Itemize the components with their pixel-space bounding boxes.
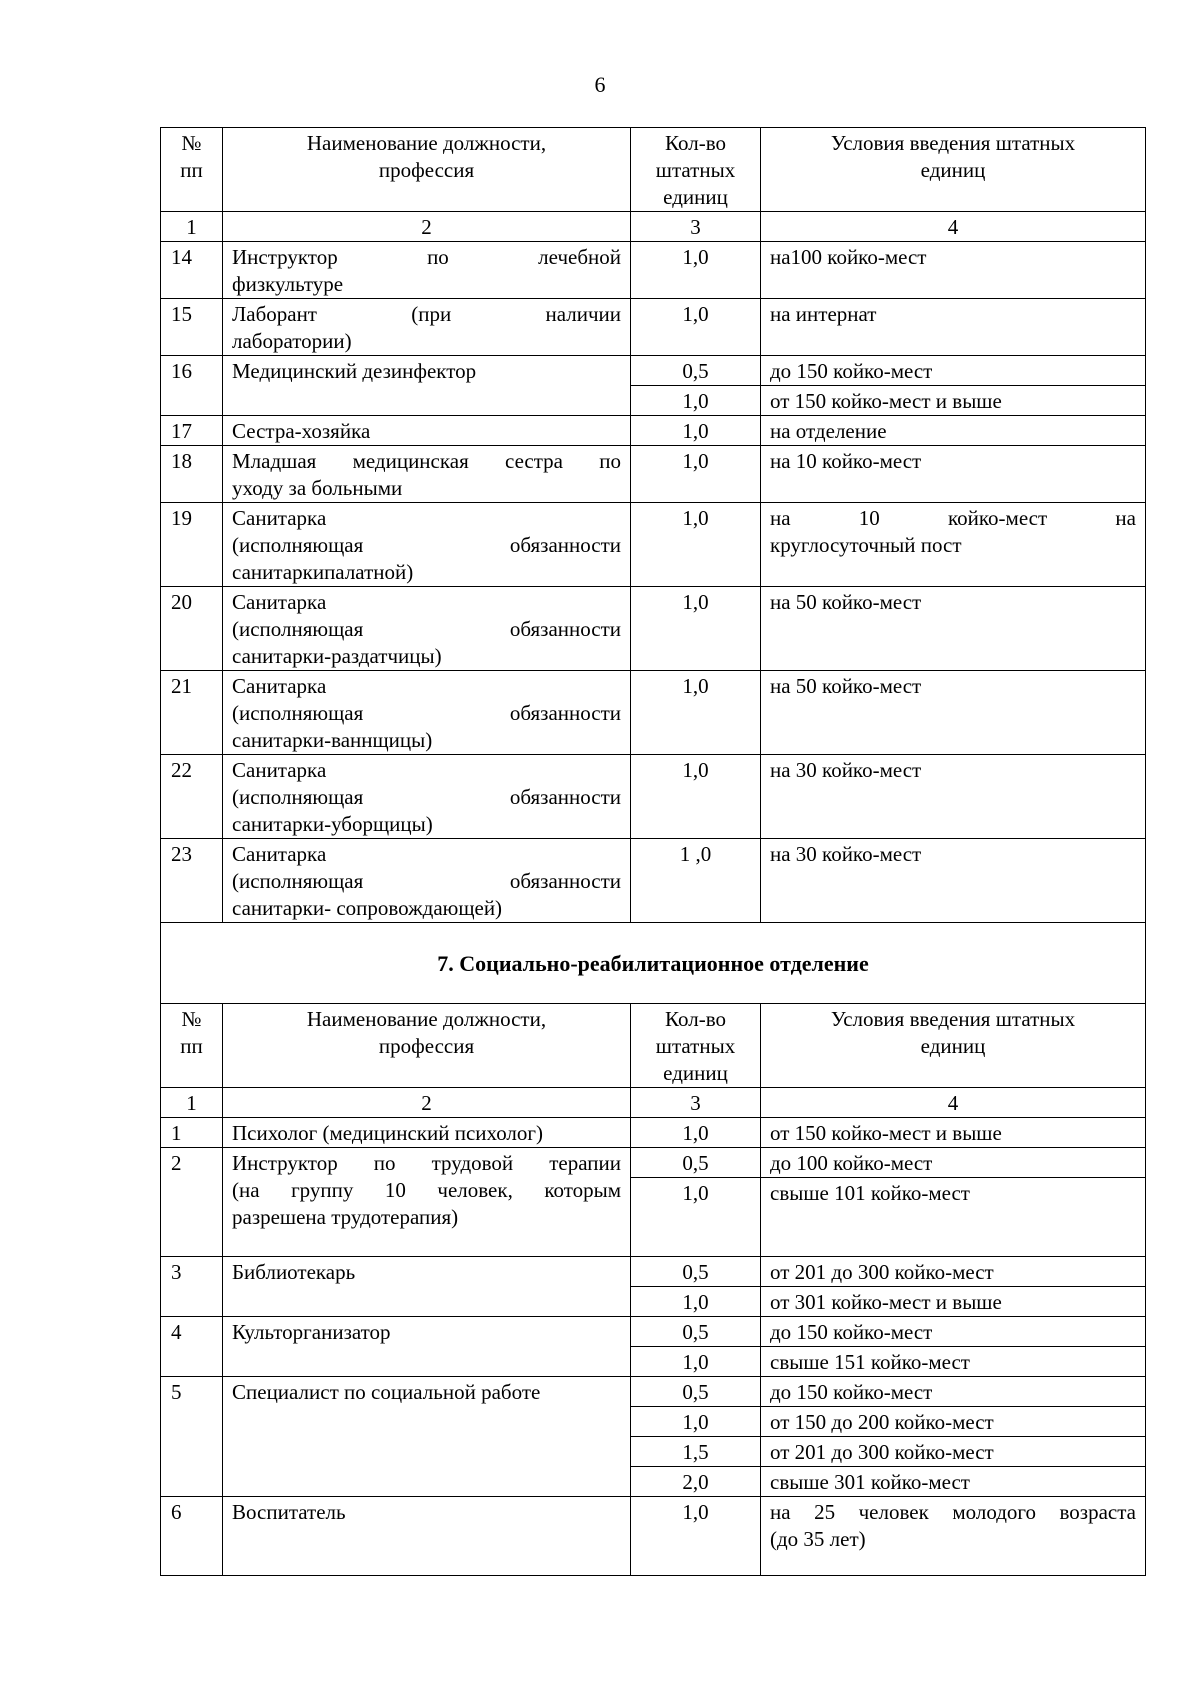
header-conditions-cell-line: Условия введения штатных xyxy=(830,1007,1076,1031)
position-title-cell xyxy=(223,1317,631,1377)
row-number-cell: 3 xyxy=(161,1257,223,1317)
table-row xyxy=(161,1497,1146,1576)
conditions-cell: на отделение xyxy=(761,416,1146,446)
row-number-cell: 18 xyxy=(161,446,223,503)
staff-quantity-cell: 1,0 xyxy=(631,755,761,839)
conditions-cell: свыше 301 койко-мест xyxy=(761,1467,1146,1497)
header-conditions-cell-line: единиц xyxy=(920,158,986,182)
header-conditions-cell xyxy=(761,1004,1146,1088)
conditions-cell: на 50 койко-мест xyxy=(761,587,1146,671)
table-row xyxy=(161,587,1146,671)
conditions-cell: до 100 койко-мест xyxy=(761,1148,1146,1178)
header-number-cell-line: № xyxy=(181,131,202,155)
conditions-cell: от 301 койко-мест и выше xyxy=(761,1287,1146,1317)
position-title-cell xyxy=(223,356,631,416)
staff-quantity-cell: 1,0 xyxy=(631,671,761,755)
table-row xyxy=(161,446,1146,503)
conditions-cell xyxy=(761,1497,1146,1576)
header-number-cell-line: пп xyxy=(180,1034,203,1058)
position-title-cell xyxy=(223,671,631,755)
staff-quantity-cell: 2,0 xyxy=(631,1467,761,1497)
row-number-cell: 1 xyxy=(161,1118,223,1148)
table-row xyxy=(161,503,1146,587)
header-number-cell xyxy=(161,1004,223,1088)
row-number-cell: 19 xyxy=(161,503,223,587)
position-title-line: санитарки-уборщицы) xyxy=(232,812,433,836)
row-number-cell: 23 xyxy=(161,839,223,923)
conditions-cell: от 201 до 300 койко-мест xyxy=(761,1257,1146,1287)
staff-quantity-cell: 1,0 xyxy=(631,446,761,503)
section7-header-row xyxy=(161,1004,1146,1088)
position-title-line: санитарки- сопровождающей) xyxy=(232,896,503,920)
conditions-cell: на 30 койко-мест xyxy=(761,839,1146,923)
position-title-cell xyxy=(223,242,631,299)
header-quantity-cell xyxy=(631,128,761,212)
header-conditions-cell-line: Условия введения штатных xyxy=(830,131,1076,155)
staff-quantity-cell: 1,0 xyxy=(631,1347,761,1377)
header-number-cell xyxy=(161,128,223,212)
header-quantity-cell-line: единиц xyxy=(663,1061,728,1085)
staff-quantity-cell: 1,0 xyxy=(631,1497,761,1576)
header-position-cell-line: профессия xyxy=(378,1034,475,1058)
conditions-cell: от 150 до 200 койко-мест xyxy=(761,1407,1146,1437)
table-row xyxy=(161,416,1146,446)
staff-quantity-cell: 0,5 xyxy=(631,1377,761,1407)
position-title-cell xyxy=(223,1497,631,1576)
position-title-line: (на группу 10 человек, которым xyxy=(232,1178,621,1202)
conditions-cell: до 150 койко-мест xyxy=(761,1317,1146,1347)
header-quantity-cell-line: штатных xyxy=(655,158,736,182)
table-row xyxy=(161,671,1146,755)
header-number-cell-line: № xyxy=(181,1007,202,1031)
conditions-line: на 25 человек молодого возраста xyxy=(770,1500,1136,1524)
staffing-table-body xyxy=(161,128,1146,1576)
position-title-line: Санитарка xyxy=(232,758,327,782)
section-heading-row xyxy=(161,923,1146,1004)
header-conditions-cell xyxy=(761,128,1146,212)
staff-quantity-cell: 1,0 xyxy=(631,242,761,299)
header-quantity-cell-line: Кол-во xyxy=(665,131,726,155)
conditions-cell: на 50 койко-мест xyxy=(761,671,1146,755)
staff-quantity-cell: 1,0 xyxy=(631,416,761,446)
position-title-line: Психолог (медицинский психолог) xyxy=(232,1121,544,1145)
row-number-cell: 20 xyxy=(161,587,223,671)
column-index-cell: 1 xyxy=(161,212,223,242)
staff-quantity-cell: 0,5 xyxy=(631,356,761,386)
column-index-cell: 3 xyxy=(631,1088,761,1118)
row-number-cell: 6 xyxy=(161,1497,223,1576)
table-row xyxy=(161,242,1146,299)
row-number-cell: 5 xyxy=(161,1377,223,1497)
position-title-line: санитарки-ваннщицы) xyxy=(232,728,433,752)
table-row xyxy=(161,356,1146,386)
conditions-cell: на 30 койко-мест xyxy=(761,755,1146,839)
table-row xyxy=(161,1377,1146,1407)
conditions-cell: до 150 койко-мест xyxy=(761,1377,1146,1407)
header-quantity-cell xyxy=(631,1004,761,1088)
position-title-line: Медицинский дезинфектор xyxy=(232,359,477,383)
staff-quantity-cell: 1,0 xyxy=(631,587,761,671)
conditions-line: на 10 койко-мест на xyxy=(770,506,1136,530)
header-quantity-cell-line: Кол-во xyxy=(665,1007,726,1031)
position-title-cell xyxy=(223,1257,631,1317)
staff-quantity-cell: 1,0 xyxy=(631,299,761,356)
position-title-line: санитаркипалатной) xyxy=(232,560,414,584)
conditions-line: (до 35 лет) xyxy=(770,1527,866,1551)
column-index-cell: 1 xyxy=(161,1088,223,1118)
position-title-line: Библиотекарь xyxy=(232,1260,356,1284)
position-title-line: Культорганизатор xyxy=(232,1320,391,1344)
staff-quantity-cell: 0,5 xyxy=(631,1317,761,1347)
row-number-cell: 15 xyxy=(161,299,223,356)
position-title-line: (исполняющая обязанности xyxy=(232,869,621,893)
position-title-line: (исполняющая обязанности xyxy=(232,785,621,809)
staffing-table xyxy=(160,127,1146,1576)
staff-quantity-cell: 1,5 xyxy=(631,1437,761,1467)
position-title-line: Специалист по социальной работе xyxy=(232,1380,541,1404)
conditions-cell: свыше 101 койко-мест xyxy=(761,1178,1146,1257)
header-position-cell-line: профессия xyxy=(378,158,475,182)
position-title-line: Санитарка xyxy=(232,842,327,866)
section7-column-index-row xyxy=(161,1088,1146,1118)
position-title-line: санитарки-раздатчицы) xyxy=(232,644,442,668)
position-title-line: Воспитатель xyxy=(232,1500,346,1524)
position-title-line: Санитарка xyxy=(232,590,327,614)
header-position-cell-line: Наименование должности, xyxy=(306,131,547,155)
column-index-cell: 2 xyxy=(223,1088,631,1118)
row-number-cell: 21 xyxy=(161,671,223,755)
position-title-line: уходу за больными xyxy=(232,476,403,500)
conditions-cell: от 201 до 300 койко-мест xyxy=(761,1437,1146,1467)
table-row xyxy=(161,1118,1146,1148)
position-title-cell xyxy=(223,1118,631,1148)
staff-quantity-cell: 0,5 xyxy=(631,1257,761,1287)
column-index-cell: 3 xyxy=(631,212,761,242)
position-title-line: Сестра-хозяйка xyxy=(232,419,371,443)
position-title-line: (исполняющая обязанности xyxy=(232,701,621,725)
conditions-cell: на 10 койко-мест xyxy=(761,446,1146,503)
staff-quantity-cell: 1 ,0 xyxy=(631,839,761,923)
row-number-cell: 17 xyxy=(161,416,223,446)
position-title-line: Лаборант (при наличии xyxy=(232,302,621,326)
conditions-cell: до 150 койко-мест xyxy=(761,356,1146,386)
conditions-cell xyxy=(761,503,1146,587)
row-number-cell: 4 xyxy=(161,1317,223,1377)
page-number: 6 xyxy=(594,72,606,97)
table-row xyxy=(161,299,1146,356)
column-index-cell: 4 xyxy=(761,212,1146,242)
conditions-cell: от 150 койко-мест и выше xyxy=(761,386,1146,416)
staff-quantity-cell: 1,0 xyxy=(631,1407,761,1437)
position-title-line: Санитарка xyxy=(232,506,327,530)
position-title-cell xyxy=(223,1148,631,1257)
conditions-cell: от 150 койко-мест и выше xyxy=(761,1118,1146,1148)
row-number-cell: 14 xyxy=(161,242,223,299)
conditions-cell: на100 койко-мест xyxy=(761,242,1146,299)
position-title-cell xyxy=(223,446,631,503)
position-title-cell xyxy=(223,299,631,356)
column-index-cell: 4 xyxy=(761,1088,1146,1118)
position-title-line: физкультуре xyxy=(232,272,344,296)
table1-header-row xyxy=(161,128,1146,212)
staff-quantity-cell: 0,5 xyxy=(631,1148,761,1178)
position-title-cell xyxy=(223,503,631,587)
staff-quantity-cell: 1,0 xyxy=(631,1118,761,1148)
table-row xyxy=(161,1257,1146,1287)
position-title-line: Санитарка xyxy=(232,674,327,698)
position-title-line: (исполняющая обязанности xyxy=(232,617,621,641)
header-number-cell-line: пп xyxy=(180,158,203,182)
position-title-cell xyxy=(223,587,631,671)
column-index-cell: 2 xyxy=(223,212,631,242)
position-title-line: Инструктор по лечебной xyxy=(232,245,621,269)
conditions-line: круглосуточный пост xyxy=(770,533,962,557)
row-number-cell: 22 xyxy=(161,755,223,839)
position-title-cell xyxy=(223,755,631,839)
header-position-cell xyxy=(223,1004,631,1088)
table-row xyxy=(161,839,1146,923)
table-row xyxy=(161,1148,1146,1178)
header-position-cell-line: Наименование должности, xyxy=(306,1007,547,1031)
staff-quantity-cell: 1,0 xyxy=(631,386,761,416)
position-title-line: Инструктор по трудовой терапии xyxy=(232,1151,621,1175)
position-title-cell xyxy=(223,839,631,923)
staff-quantity-cell: 1,0 xyxy=(631,1287,761,1317)
section-heading: 7. Социально-реабилитационное отделение xyxy=(161,923,1146,1004)
row-number-cell: 16 xyxy=(161,356,223,416)
position-title-line: разрешена трудотерапия) xyxy=(232,1205,459,1229)
position-title-line: (исполняющая обязанности xyxy=(232,533,621,557)
row-number-cell: 2 xyxy=(161,1148,223,1257)
header-conditions-cell-line: единиц xyxy=(920,1034,986,1058)
position-title-line: Младшая медицинская сестра по xyxy=(232,449,621,473)
staff-quantity-cell: 1,0 xyxy=(631,503,761,587)
table-row xyxy=(161,755,1146,839)
staff-quantity-cell: 1,0 xyxy=(631,1178,761,1257)
position-title-cell xyxy=(223,1377,631,1497)
header-quantity-cell-line: штатных xyxy=(655,1034,736,1058)
position-title-line: лаборатории) xyxy=(232,329,352,353)
header-quantity-cell-line: единиц xyxy=(663,185,728,209)
conditions-cell: на интернат xyxy=(761,299,1146,356)
header-position-cell xyxy=(223,128,631,212)
conditions-cell: свыше 151 койко-мест xyxy=(761,1347,1146,1377)
position-title-cell xyxy=(223,416,631,446)
table-row xyxy=(161,1317,1146,1347)
table1-column-index-row xyxy=(161,212,1146,242)
